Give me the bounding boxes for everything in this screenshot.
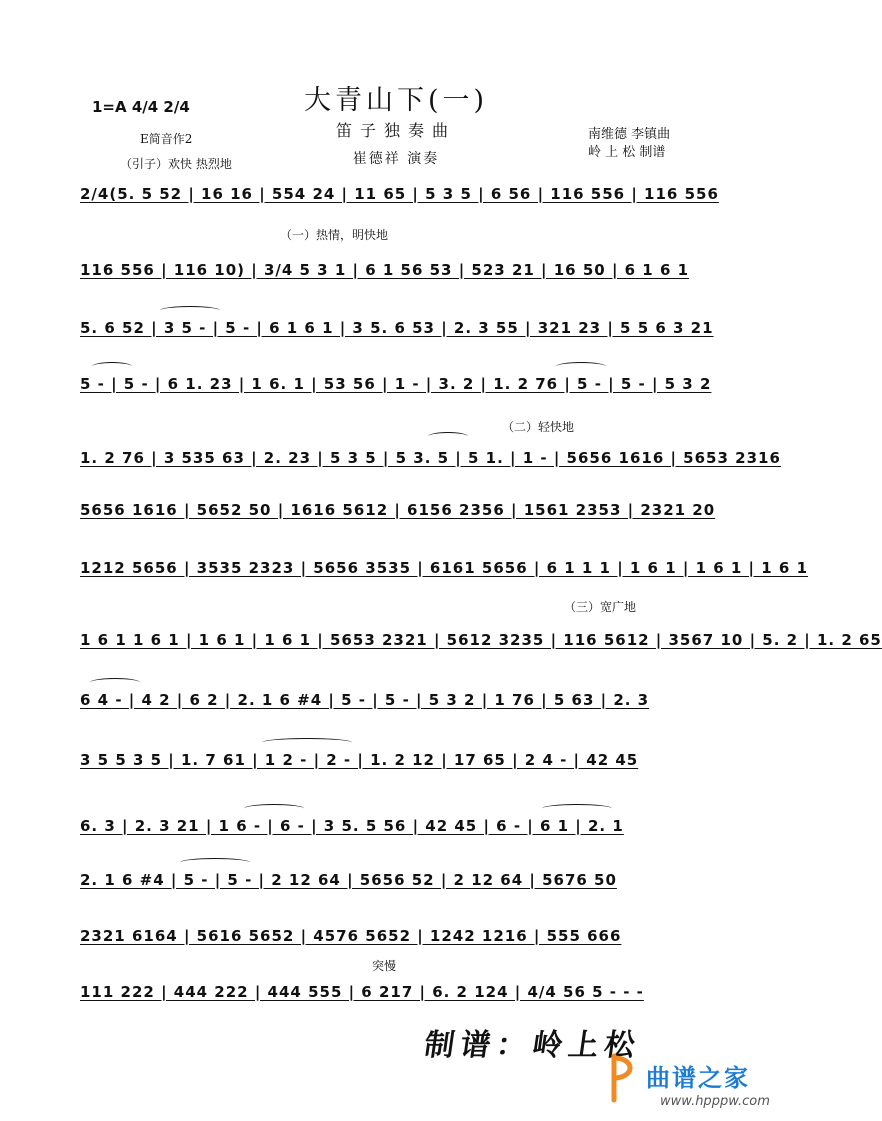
fingering-note: E简音作2 [140,132,193,146]
score-line [80,682,720,718]
score-line-text: 5. 6 52 | 3 5 - | 5 - | 6 1 6 1 | 3 5. 6 53 | 2. 3 55 | 321 23 | 5 5 6 3 21 [80,319,714,337]
section-3-mark: （三）宽广地 [564,600,637,614]
site-url: www.hpppw.com [660,1094,770,1109]
score-line-text: 2. 1 6 #4 | 5 - | 5 - | 2 12 64 | 5656 52 | 2 12 64 | 5676 50 [80,871,617,889]
score-line [80,550,809,586]
slur-mark [556,362,606,371]
score-line [80,366,720,402]
arranger-signature: 制谱：岭上松 [422,1028,643,1063]
score-line-text: 6 4 - | 4 2 | 6 2 | 2. 1 6 #4 | 5 - | 5 - | 5 3 2 | 1 76 | 5 63 | 2. 3 [80,691,650,709]
score-line-text: 5656 1616 | 5652 50 | 1616 5612 | 6156 2356 | 1561 2353 | 2321 20 [80,501,716,519]
slur-mark [92,362,132,371]
section-1-mark: （一）热情，明快地 [280,228,389,242]
site-logo-icon [608,1052,638,1104]
tempo-change-mark: 突慢 [372,959,397,973]
score-line-text: 1. 2 76 | 3 535 63 | 2. 23 | 5 3 5 | 5 3. 5 | 5 1. | 1 - | 5656 1616 | 5653 2316 [80,449,781,467]
key-signature: 1=A 4/4 2/4 [92,98,190,116]
score-line [80,622,882,658]
slur-mark [262,738,352,747]
site-logo-text: 曲谱之家 [646,1064,750,1092]
score-line-text: 5 - | 5 - | 6 1. 23 | 1 6. 1 | 53 56 | 1 - | 3. 2 | 1. 2 76 | 5 - | 5 - | 5 3 2 [80,375,712,393]
score-line [80,808,720,844]
slur-mark [160,306,220,315]
score-line [80,310,720,346]
score-title: 大青山下(一) [303,85,489,116]
section-2-mark: （二）轻快地 [502,420,575,434]
score-line-text: 116 556 | 116 10) | 3/4 5 3 1 | 6 1 56 53 | 523 21 | 16 50 | 6 1 6 1 [80,261,690,279]
score-line-text: 2/4(5. 5 52 | 16 16 | 554 24 | 11 65 | 5 3 5 | 6 56 | 116 556 | 116 556 [80,185,719,203]
score-line-text: 6. 3 | 2. 3 21 | 1 6 - | 6 - | 3 5. 5 56 | 42 45 | 6 - | 6 1 | 2. 1 [80,817,624,835]
performer-credit: 崔德祥 演奏 [352,151,440,167]
score-line [80,974,720,1010]
composers: 南维德 李镇曲 [588,127,671,142]
score-line [80,862,720,898]
arranger: 岭 上 松 制谱 [588,145,666,160]
intro-tempo-mark: （引子）欢快 热烈地 [120,157,232,171]
score-line [80,440,781,476]
score-line [80,176,720,212]
score-line [80,492,720,528]
score-line [80,252,720,288]
slur-mark [244,804,304,813]
slur-mark [90,678,140,687]
score-line-text: 111 222 | 444 222 | 444 555 | 6 217 | 6. 2 124 | 4/4 56 5 - - - [80,983,644,1001]
score-line-text: 1212 5656 | 3535 2323 | 5656 3535 | 6161 5656 | 6 1 1 1 | 1 6 1 | 1 6 1 | 1 6 1 [80,559,809,577]
composer-credits [588,126,670,162]
score-subtitle: 笛子独奏曲 [335,121,456,140]
slur-mark [180,858,250,867]
score-line-text: 1 6 1 1 6 1 | 1 6 1 | 1 6 1 | 5653 2321 | 5612 3235 | 116 5612 | 3567 10 | 5. 2 | 1. 2 65 [80,631,882,649]
slur-mark [542,804,612,813]
score-line-text: 3 5 5 3 5 | 1. 7 61 | 1 2 - | 2 - | 1. 2 12 | 17 65 | 2 4 - | 42 45 [80,751,639,769]
score-line [80,918,720,954]
score-line-text: 2321 6164 | 5616 5652 | 4576 5652 | 1242 1216 | 555 666 [80,927,622,945]
slur-mark [428,432,468,441]
score-line [80,742,720,778]
